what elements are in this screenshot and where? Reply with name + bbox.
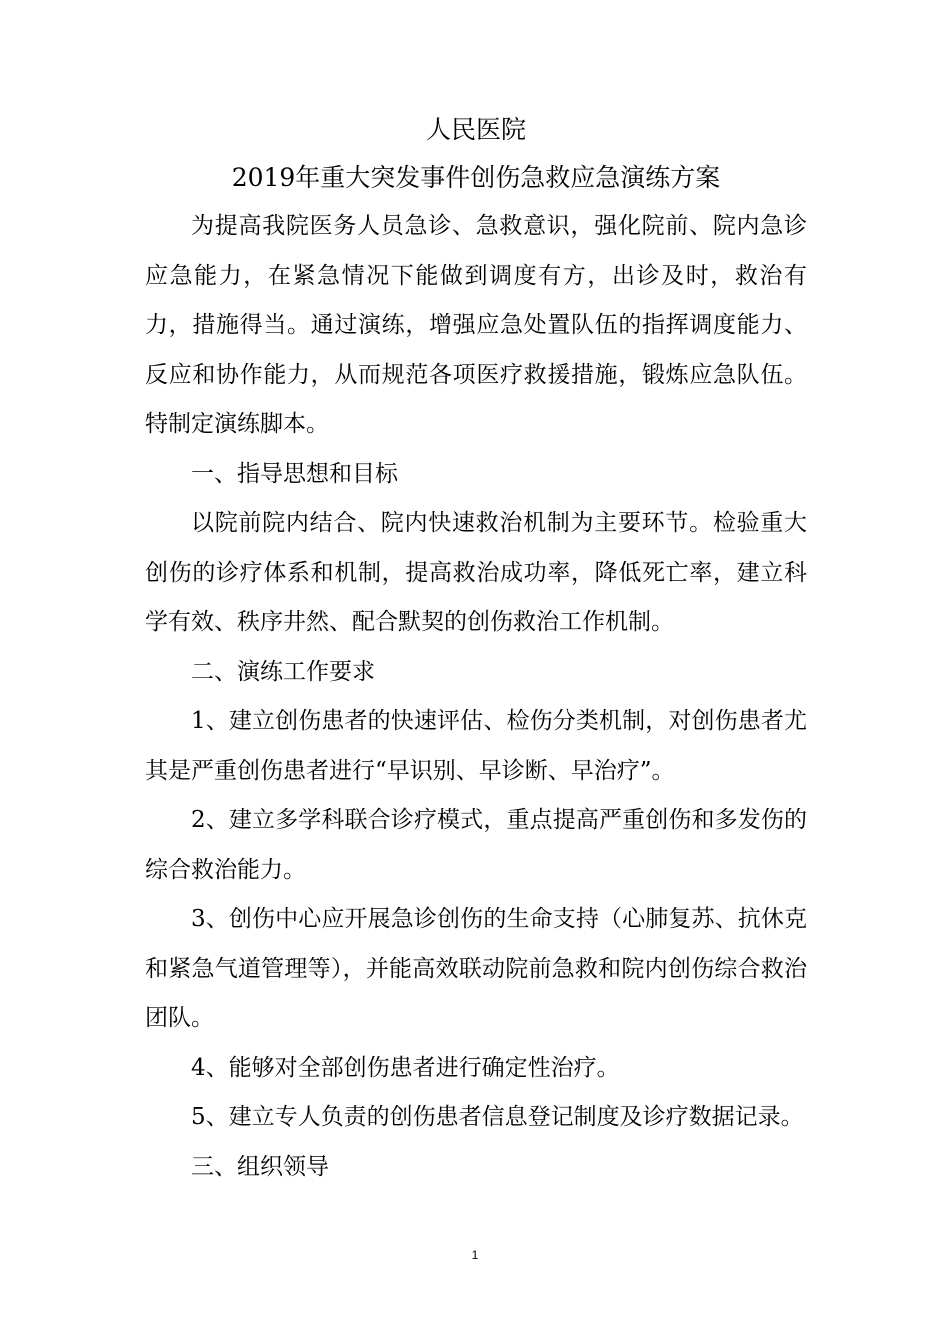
section-heading-organization: 三、组织领导 (191, 1153, 329, 1180)
document-title-plan: 2019年重大突发事件创伤急救应急演练方案 (231, 163, 721, 192)
requirement-item-3: 3、创伤中心应开展急诊创伤的生命支持（心肺复苏、抗休克和紧急气道管理等），并能高效联动院前急救和院内创伤综合救治团队。 (145, 906, 807, 1031)
requirement-item-5: 5、建立专人负责的创伤患者信息登记制度及诊疗数据记录。 (191, 1104, 804, 1130)
intro-paragraph: 为提高我院医务人员急诊、急救意识，强化院前、院内急诊应急能力，在紧急情况下能做到调度有方，出诊及时，救治有力，措施得当。通过演练，增强应急处置队伍的指挥调度能力、反应和协作能力，从而规范各项医疗救援措施，锻炼应急队伍。特制定演练脚本。 (145, 213, 807, 437)
section-heading-drill-requirements: 二、演练工作要求 (191, 658, 375, 685)
requirement-item-2: 2、建立多学科联合诊疗模式，重点提高严重创伤和多发伤的综合救治能力。 (145, 807, 807, 883)
requirement-item-1: 1、建立创伤患者的快速评估、检伤分类机制，对创伤患者尤其是严重创伤患者进行“早识别、早诊断、早治疗”。 (145, 708, 807, 784)
section-body-guiding-principles: 以院前院内结合、院内快速救治机制为主要环节。检验重大创伤的诊疗体系和机制，提高救治成功率，降低死亡率，建立科学有效、秩序井然、配合默契的创伤救治工作机制。 (145, 510, 807, 635)
page-number: 1 (471, 1248, 479, 1262)
document-body (145, 106, 807, 1192)
document-title-hospital: 人民医院 (425, 115, 526, 144)
section-heading-guiding-principles: 一、指导思想和目标 (191, 460, 398, 487)
requirement-item-4: 4、能够对全部创伤患者进行确定性治疗。 (191, 1054, 620, 1081)
